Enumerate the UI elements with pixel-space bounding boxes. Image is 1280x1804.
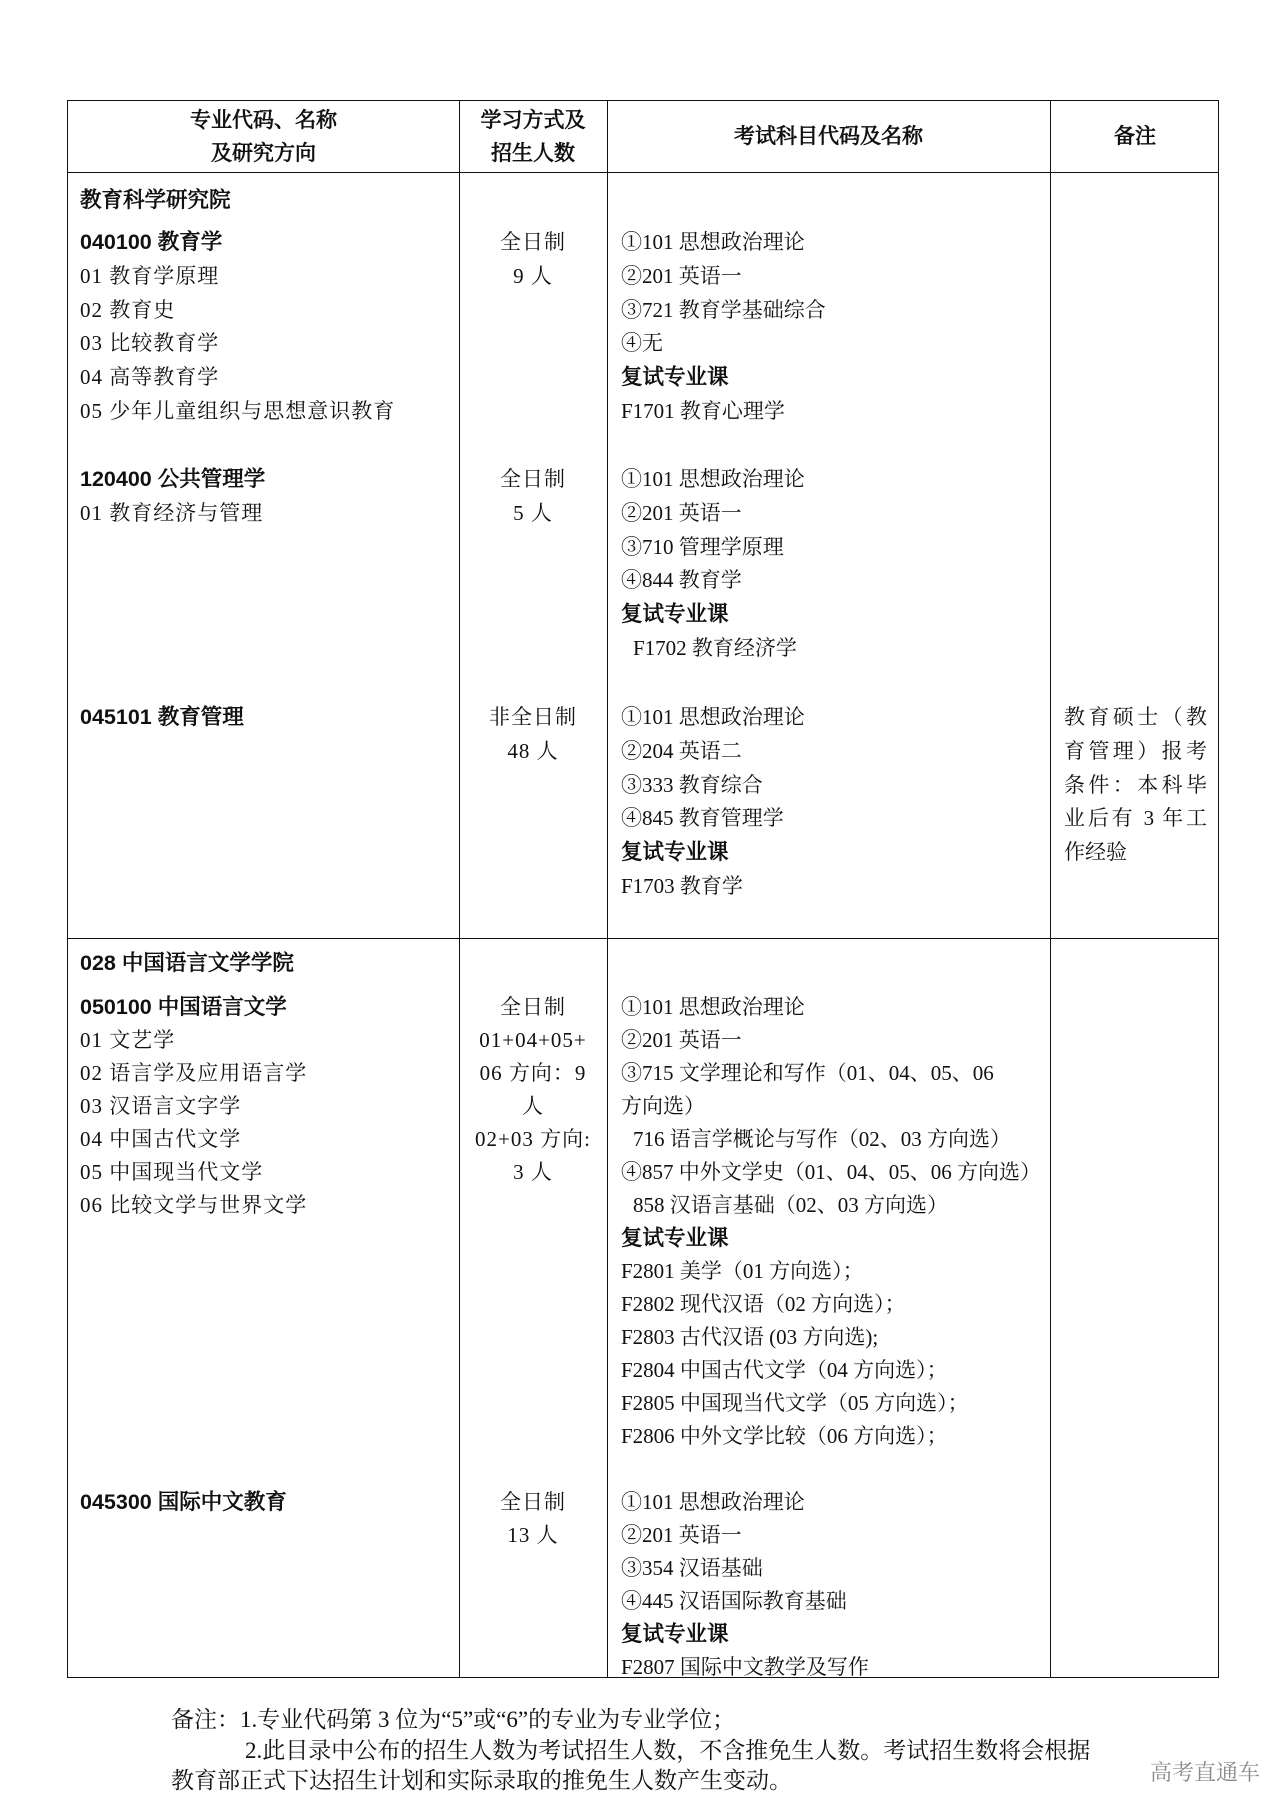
research-direction: 04 中国古代文学 [80,1126,242,1151]
header-program-line: 及研究方向 [211,141,316,165]
header-exams [607,101,1050,172]
notes-column [1064,701,1207,870]
header-mode-line: 招生人数 [491,141,575,165]
program-note: 育管理）报考 [1064,738,1207,763]
study-mode-line: 全日制 [500,994,566,1019]
exam-column [621,226,1050,429]
research-direction: 04 高等教育学 [80,365,220,390]
column-divider [607,101,608,1677]
exam-subject: ①101 思想政治理论 [621,994,805,1019]
program-code-name: 050100 中国语言文学 [80,994,287,1019]
retest-subject: F1702 教育经济学 [633,635,797,660]
retest-label: 复试专业课 [621,840,729,865]
exam-subject: ④857 中外文学史（01、04、05、06 方向选） [621,1159,1041,1184]
exam-subject: ①101 思想政治理论 [621,230,805,254]
exam-subject: ③721 教育学基础综合 [621,297,826,322]
retest-label: 复试专业课 [621,1621,729,1646]
retest-subject: F2804 中国古代文学（04 方向选）； [621,1357,948,1382]
program-note: 作经验 [1064,840,1127,865]
program-column [80,991,452,1222]
exam-subject: ③333 教育综合 [621,772,763,797]
retest-subject: F2807 国际中文教学及写作 [621,1654,869,1679]
study-mode-column [459,991,607,1189]
exam-subject: ④844 教育学 [621,568,742,593]
research-direction: 06 比较文学与世界文学 [80,1192,308,1217]
exam-column [621,463,1050,666]
research-direction: 01 教育经济与管理 [80,500,264,525]
exam-subject: ③354 汉语基础 [621,1555,763,1580]
retest-label: 复试专业课 [621,1225,729,1250]
exam-subject: ②201 英语一 [621,1522,742,1547]
research-direction: 05 中国现当代文学 [80,1159,264,1184]
admissions-table [67,100,1219,1678]
college-title: 028 中国语言文学学院 [80,951,294,975]
footnote-line: 2.此目录中公布的招生人数为考试招生人数，不含推免生人数。考试招生数将会根据 [245,1737,1091,1763]
study-mode-line: 06 方向：9 [479,1060,587,1085]
exam-column [621,701,1050,904]
exam-subject: 858 汉语言基础（02、03 方向选） [633,1192,948,1217]
research-direction: 03 比较教育学 [80,331,220,356]
watermark-logo: 高考直通车 [1150,1760,1261,1785]
header-program-line: 专业代码、名称 [190,108,337,132]
program-note: 教育硕士（教 [1064,705,1207,729]
column-divider [459,101,460,1677]
header-program [68,101,459,172]
exam-subject: ①101 思想政治理论 [621,705,805,729]
study-mode-line: 全日制 [500,230,566,254]
header-notes [1050,101,1220,172]
study-mode-line: 02+03 方向: [475,1126,591,1151]
retest-subject: F2806 中外文学比较（06 方向选）； [621,1423,948,1448]
study-mode-line: 5 人 [513,500,553,525]
study-mode-line: 13 人 [507,1522,559,1547]
study-mode-line: 9 人 [513,263,553,288]
research-direction: 03 汉语言文字学 [80,1093,242,1118]
exam-subject: ②201 英语一 [621,500,742,525]
header-mode [459,101,607,172]
exam-subject: ④445 汉语国际教育基础 [621,1588,847,1613]
retest-label: 复试专业课 [621,602,729,627]
retest-subject: F2801 美学（01 方向选）； [621,1258,864,1283]
exam-subject: ②201 英语一 [621,1027,742,1052]
exam-subject: ③715 文学理论和写作（01、04、05、06 [621,1060,994,1085]
study-mode-line: 3 人 [513,1159,553,1184]
exam-subject: ②204 英语二 [621,738,742,763]
footnote-line: 教育部正式下达招生计划和实际录取的推免生人数产生变动。 [171,1768,792,1793]
exam-column [621,991,1050,1453]
program-column [80,701,452,735]
header-mode-line: 学习方式及 [480,108,586,132]
section-divider [68,938,1218,939]
exam-subject: 716 语言学概论与写作（02、03 方向选） [633,1126,1011,1151]
program-code-name: 045300 国际中文教育 [80,1489,287,1514]
exam-subject: ②201 英语一 [621,263,742,288]
retest-subject: F1703 教育学 [621,873,743,898]
study-mode-line: 48 人 [507,738,559,763]
program-code-name: 040100 教育学 [80,230,223,254]
exam-subject: ④无 [621,331,663,356]
program-column [80,463,452,531]
research-direction: 01 教育学原理 [80,263,220,288]
program-code-name: 045101 教育管理 [80,705,244,729]
study-mode-line: 人 [522,1093,544,1118]
exam-subject: ①101 思想政治理论 [621,1489,805,1514]
study-mode-line: 全日制 [500,467,566,491]
study-mode-column [459,463,607,531]
study-mode-column [459,226,607,294]
research-direction: 01 文艺学 [80,1027,176,1052]
study-mode-column [459,1486,607,1552]
retest-subject: F2802 现代汉语（02 方向选）； [621,1291,906,1316]
study-mode-line: 非全日制 [489,705,577,729]
exam-column [621,1486,1050,1684]
study-mode-line: 01+04+05+ [479,1027,587,1052]
program-note: 业后有 3 年工 [1064,806,1207,831]
retest-subject: F2803 古代汉语 (03 方向选); [621,1324,879,1349]
program-column [80,1486,452,1519]
retest-subject: F1701 教育心理学 [621,398,785,423]
retest-subject: F2805 中国现当代文学（05 方向选）； [621,1390,969,1415]
study-mode-line: 全日制 [500,1489,566,1514]
exam-subject: ①101 思想政治理论 [621,467,805,491]
exam-subject: ③710 管理学原理 [621,534,784,559]
college-title: 教育科学研究院 [80,188,231,212]
exam-subject: ④845 教育管理学 [621,806,784,831]
research-direction: 02 语言学及应用语言学 [80,1060,308,1085]
header-divider [68,172,1218,173]
footnotes [171,1705,1090,1797]
footnote-line: 备注：1.专业代码第 3 位为“5”或“6”的专业为专业学位； [171,1707,736,1732]
retest-label: 复试专业课 [621,365,729,390]
program-code-name: 120400 公共管理学 [80,467,266,491]
header-exams-label: 考试科目代码及名称 [734,125,923,148]
program-column [80,226,452,429]
research-direction: 05 少年儿童组织与思想意识教育 [80,398,396,423]
research-direction: 02 教育史 [80,297,176,322]
column-divider [1050,101,1051,1677]
study-mode-column [459,701,607,769]
program-note: 条件：本科毕 [1064,772,1207,797]
header-notes-label: 备注 [1114,125,1156,148]
exam-subject: 方向选） [621,1093,705,1118]
